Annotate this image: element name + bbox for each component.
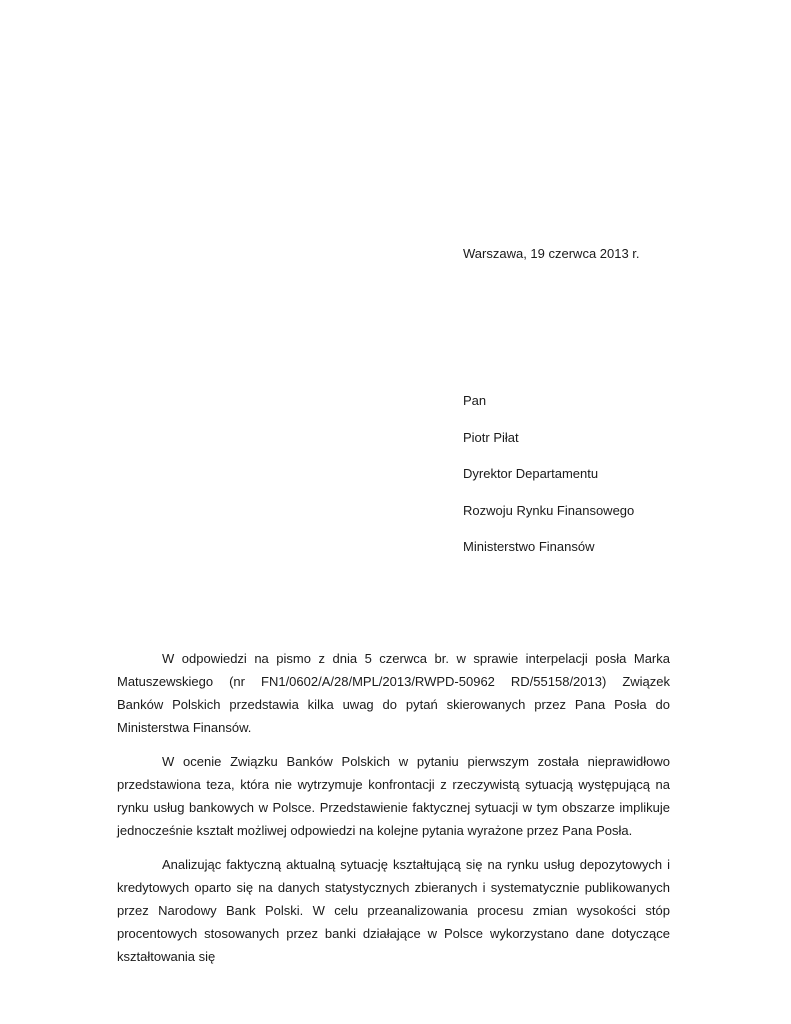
body-paragraph: W ocenie Związku Banków Polskich w pytaniu pierwszym została nieprawidłowo przedstawiona teza, która nie wytrzymuje konfrontacji z rzeczywistą sytuacją występującą na rynku usług bankowych w Polsce. Przedstawienie faktycznej sytuacji w tym obszarze implikuje jednocześnie kształt możliwej odpowiedzi na kolejne pytania wyrażone przez Pana Posła. — [117, 754, 670, 838]
letter-date: Warszawa, 19 czerwca 2013 r. — [463, 246, 640, 261]
body-paragraph: Analizując faktyczną aktualną sytuację kształtującą się na rynku usług depozytowych i kredytowych oparto się na danych statystycznych zbieranych i systematycznie publikowanych przez Narodowy Bank Polski. W celu przeanalizowania procesu zmian wysokości stóp procentowych stosowanych przez banki działające w Polsce wykorzystano dane dotyczące kształtowania się — [117, 857, 670, 964]
recipient-salutation: Pan — [463, 393, 487, 408]
recipient-department: Rozwoju Rynku Finansowego — [463, 502, 635, 518]
recipient-address-block — [463, 392, 634, 575]
letter-body — [117, 647, 670, 979]
recipient-name: Piotr Piłat — [463, 429, 519, 445]
recipient-position: Dyrektor Departamentu — [463, 466, 599, 481]
recipient-ministry: Ministerstwo Finansów — [463, 539, 595, 554]
body-paragraph: W odpowiedzi na pismo z dnia 5 czerwca br. w sprawie interpelacji posła Marka Matuszewskiego (nr FN1/0602/A/28/MPL/2013/RWPD-50962 RD/55158/2013) Związek Banków Polskich przedstawia kilka uwag do pytań skierowanych przez Pana Posła do Ministerstwa Finansów. — [117, 651, 670, 735]
